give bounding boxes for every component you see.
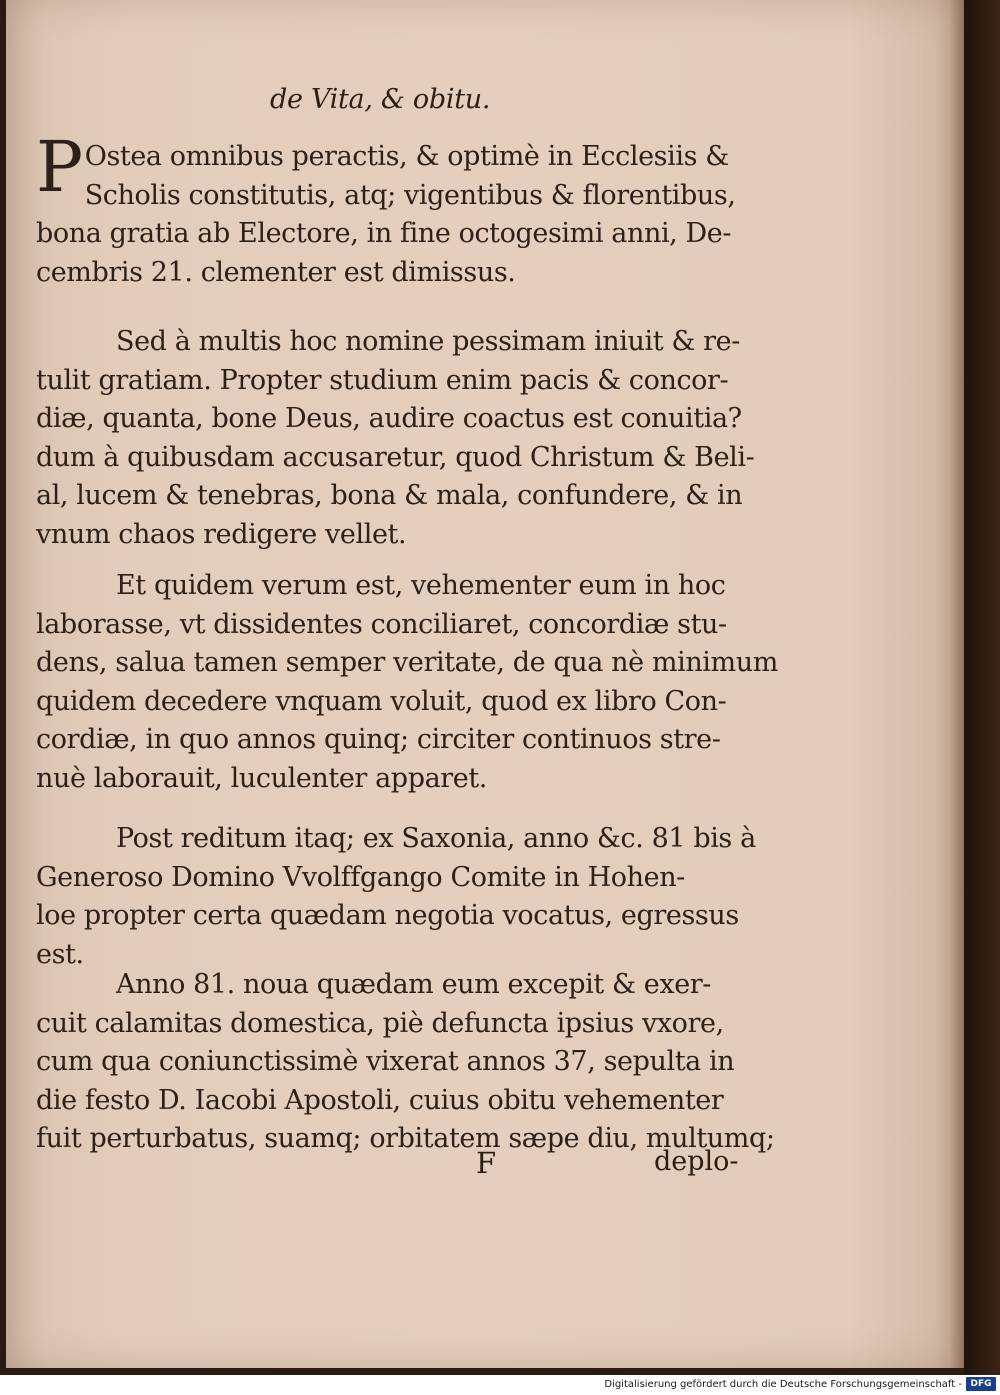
funding-credit: Digitalisierung gefördert durch die Deutsche Forschungsgemeinschaft - [604, 1379, 962, 1390]
text-line: Anno 81. noua quædam eum excepit & exer- [116, 969, 712, 1000]
text-line: loe propter certa quædam negotia vocatus, egressus [36, 900, 739, 932]
text-line: diæ, quanta, bone Deus, audire coactus est conuitia? [36, 403, 742, 435]
text-line: dens, salua tamen semper veritate, de qua nè minimum [36, 647, 778, 679]
catchword: deplo- [654, 1146, 739, 1177]
text-line: tulit gratiam. Propter studium enim pacis & concor- [36, 364, 729, 396]
text-line: fuit perturbatus, suamq; orbitatem sæpe diu, multumq; [36, 1123, 775, 1155]
text-line: Post reditum itaq; ex Saxonia, anno &c. 81 bis à [116, 823, 756, 854]
text-line: die festo D. Iacobi Apostoli, cuius obitu vehementer [36, 1084, 724, 1116]
running-title: de Vita, & obitu. [270, 84, 491, 115]
signature-mark: F [476, 1146, 497, 1180]
text-line: Ostea omnibus peractis, & optimè in Ecclesiis & [84, 141, 729, 172]
text-line: cum qua coniunctissimè vixerat annos 37, sepulta in [36, 1046, 735, 1078]
text-line: cembris 21. clementer est dimissus. [36, 256, 516, 288]
text-line: dum à quibusdam accusaretur, quod Christum & Beli- [36, 441, 755, 473]
paragraph-2 [36, 323, 755, 555]
text-line: Et quidem verum est, vehementer eum in hoc [116, 570, 726, 601]
text-line: quidem decedere vnquam voluit, quod ex libro Con- [36, 685, 727, 717]
drop-cap: P [36, 126, 83, 208]
text-line: laborasse, vt dissidentes conciliaret, concordiæ stu- [36, 608, 727, 640]
text-line: vnum chaos redigere vellet. [36, 518, 407, 550]
paragraph-1 [36, 126, 736, 292]
text-line: Scholis constitutis, atq; vigentibus & florentibus, [84, 179, 736, 211]
text-line: Generoso Domino Vvolffgango Comite in Hohen- [36, 861, 685, 893]
text-line: al, lucem & tenebras, bona & mala, confundere, & in [36, 480, 743, 512]
paragraph-5 [36, 966, 775, 1159]
text-line: nuè laborauit, luculenter apparet. [36, 762, 487, 794]
text-line: est. [36, 938, 84, 970]
paragraph-3 [36, 567, 778, 799]
dfg-logo-icon: DFG [966, 1377, 996, 1391]
text-line: cordiæ, in quo annos quinq; circiter continuos stre- [36, 724, 721, 756]
text-line: cuit calamitas domestica, piè defuncta ipsius vxore, [36, 1007, 724, 1039]
text-line: Sed à multis hoc nomine pessimam iniuit & re- [116, 326, 740, 357]
text-line: bona gratia ab Electore, in fine octogesimi anni, De- [36, 218, 732, 250]
page-edge-shadow [964, 0, 1000, 1375]
paragraph-4 [36, 820, 756, 974]
